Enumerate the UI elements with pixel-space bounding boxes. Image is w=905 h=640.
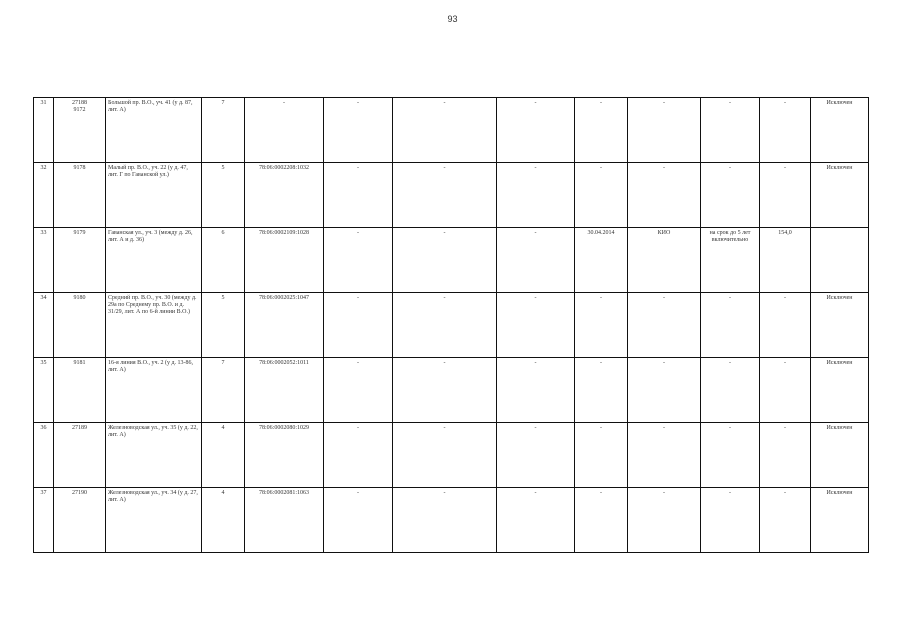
- table-row: [34, 423, 869, 488]
- term-cell: -: [701, 293, 760, 358]
- column-6-cell: -: [324, 423, 393, 488]
- row-number-cell: 32: [34, 163, 54, 228]
- column-7-cell: -: [393, 488, 497, 553]
- organization-cell: -: [628, 98, 701, 163]
- table-row: [34, 163, 869, 228]
- status-cell: Исключен: [811, 163, 869, 228]
- date-cell: -: [575, 488, 628, 553]
- address-cell: 16-я линия В.О., уч. 2 (у д. 13-86, лит. А): [106, 358, 202, 423]
- column-8-cell: -: [497, 98, 575, 163]
- cadastral-number-cell: 78:06:0002025:1047: [245, 293, 324, 358]
- table-row: [34, 228, 869, 293]
- page-number: 93: [447, 14, 458, 24]
- table-row: [34, 293, 869, 358]
- address-cell: Малый пр. В.О., уч. 22 (у д. 47, лит. Г по Гаванской ул.): [106, 163, 202, 228]
- area-cell: -: [760, 163, 811, 228]
- column-8-cell: -: [497, 423, 575, 488]
- column-7-cell: -: [393, 293, 497, 358]
- organization-cell: -: [628, 488, 701, 553]
- date-cell: -: [575, 163, 628, 228]
- date-cell: -: [575, 423, 628, 488]
- column-8-cell: -: [497, 488, 575, 553]
- row-number-cell: 33: [34, 228, 54, 293]
- object-id-cell: 9180: [54, 293, 106, 358]
- floors-cell: 7: [202, 358, 245, 423]
- address-cell: Средний пр. В.О., уч. 30 (между д. 29а по Среднему пр. В.О. и д. 31/29, лит. А по 6-й линии В.О.): [106, 293, 202, 358]
- column-8-cell: -: [497, 358, 575, 423]
- cadastral-number-cell: 78:06:0002081:1063: [245, 488, 324, 553]
- address-cell: Большой пр. В.О., уч. 41 (у д. 87, лит. А): [106, 98, 202, 163]
- column-7-cell: -: [393, 228, 497, 293]
- column-8-cell: -: [497, 163, 575, 228]
- cadastral-number-cell: 78:06:0002052:1011: [245, 358, 324, 423]
- column-6-cell: -: [324, 163, 393, 228]
- column-7-cell: -: [393, 358, 497, 423]
- organization-cell: -: [628, 293, 701, 358]
- status-cell: Исключен: [811, 293, 869, 358]
- column-8-cell: -: [497, 228, 575, 293]
- area-cell: -: [760, 98, 811, 163]
- status-cell: Исключен: [811, 423, 869, 488]
- date-cell: -: [575, 358, 628, 423]
- area-cell: -: [760, 293, 811, 358]
- column-6-cell: -: [324, 228, 393, 293]
- column-6-cell: -: [324, 98, 393, 163]
- object-id-cell: 27190: [54, 488, 106, 553]
- term-cell: -: [701, 488, 760, 553]
- column-7-cell: -: [393, 163, 497, 228]
- object-id-cell: 9179: [54, 228, 106, 293]
- address-cell: Железноводская ул., уч. 34 (у д. 27, лит. А): [106, 488, 202, 553]
- row-number-cell: 31: [34, 98, 54, 163]
- cadastral-number-cell: 78:06:0002208:1032: [245, 163, 324, 228]
- date-cell: -: [575, 293, 628, 358]
- floors-cell: 5: [202, 163, 245, 228]
- table-row: [34, 98, 869, 163]
- organization-cell: -: [628, 423, 701, 488]
- column-6-cell: -: [324, 488, 393, 553]
- area-cell: -: [760, 488, 811, 553]
- status-cell: Исключен: [811, 98, 869, 163]
- column-6-cell: -: [324, 293, 393, 358]
- area-cell: -: [760, 358, 811, 423]
- registry-table: [33, 97, 869, 553]
- floors-cell: 5: [202, 293, 245, 358]
- column-7-cell: -: [393, 98, 497, 163]
- status-cell: Исключен: [811, 488, 869, 553]
- status-cell: Исключен: [811, 358, 869, 423]
- address-cell: Железноводская ул., уч. 35 (у д. 22, лит. А): [106, 423, 202, 488]
- cadastral-number-cell: -: [245, 98, 324, 163]
- cadastral-number-cell: 78:06:0002109:1028: [245, 228, 324, 293]
- registry-rows: [34, 98, 869, 553]
- term-cell: -: [701, 163, 760, 228]
- term-cell: на срок до 5 лет включительно: [701, 228, 760, 293]
- status-cell: [811, 228, 869, 293]
- floors-cell: 6: [202, 228, 245, 293]
- object-id-cell: 9178: [54, 163, 106, 228]
- area-cell: -: [760, 423, 811, 488]
- row-number-cell: 36: [34, 423, 54, 488]
- column-7-cell: -: [393, 423, 497, 488]
- organization-cell: -: [628, 163, 701, 228]
- address-cell: Гаванская ул., уч. 3 (между д. 26, лит. А и д. 36): [106, 228, 202, 293]
- term-cell: -: [701, 358, 760, 423]
- date-cell: 30.04.2014: [575, 228, 628, 293]
- row-number-cell: 37: [34, 488, 54, 553]
- column-6-cell: -: [324, 358, 393, 423]
- floors-cell: 4: [202, 423, 245, 488]
- table-row: [34, 488, 869, 553]
- row-number-cell: 34: [34, 293, 54, 358]
- area-cell: 154,0: [760, 228, 811, 293]
- term-cell: -: [701, 98, 760, 163]
- term-cell: -: [701, 423, 760, 488]
- organization-cell: КИО: [628, 228, 701, 293]
- organization-cell: -: [628, 358, 701, 423]
- date-cell: -: [575, 98, 628, 163]
- object-id-cell: 27188 9172: [54, 98, 106, 163]
- object-id-cell: 27189: [54, 423, 106, 488]
- table-row: [34, 358, 869, 423]
- floors-cell: 7: [202, 98, 245, 163]
- floors-cell: 4: [202, 488, 245, 553]
- column-8-cell: -: [497, 293, 575, 358]
- row-number-cell: 35: [34, 358, 54, 423]
- object-id-cell: 9181: [54, 358, 106, 423]
- cadastral-number-cell: 78:06:0002080:1029: [245, 423, 324, 488]
